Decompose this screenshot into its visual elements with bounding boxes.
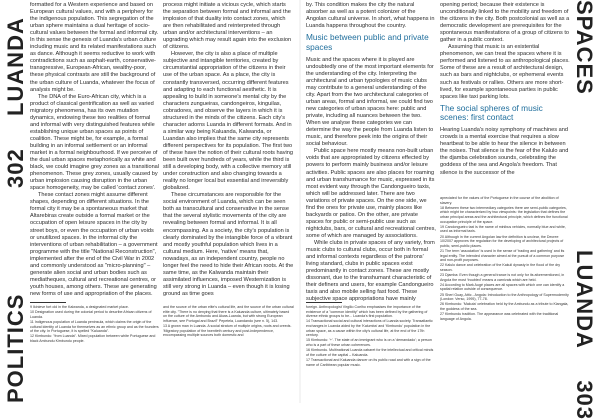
left-footnotes-1 xyxy=(30,302,160,402)
page-number-right-wrap xyxy=(571,250,597,420)
section-heading: Music between public and private spaces xyxy=(306,32,429,52)
section-label-left: POLITICS xyxy=(3,293,28,403)
paragraph: Assuming that music is an existential phenomenon, we can treat the spaces where it is performed and listened to as anthropological places. Some of these are a result of architectural design, such as bars and nightclubs, or ephemeral events such as festivals or rallies. Others are more short-lived, for example spontaneous parties in public spaces like taxi parking lots. xyxy=(440,44,570,100)
paragraph: process might initiate a vicious cycle, which starts the separation between formal and informal and the implosion of that duality into contact zones, which are then rehabilitated and reinterpreted through urban and/or architectural interventions – an upgrading which may result again into the exclusion of citizens. xyxy=(163,2,292,51)
footnote: 22 Kalulo dance and celebration of the Kakuli dynasty in the flood of the dry season. xyxy=(440,263,561,272)
left-footnotes-2 xyxy=(163,302,294,402)
footnote: 23 Djamba: Even though a general trance is not only for its aforementioned, in Angola the most 'troubled' means a carnivals which are held. xyxy=(440,273,565,282)
footnote: 27 Kimbundu tradition. The appearance was celebrated with the traditional language of Angola. xyxy=(440,312,559,321)
footnote: 13 A grown man in Luanda. A social stratum of multiple origins, roots and creeds. 'Migratory population of the twentieth century and post-independence, encompassing multiple sources both domestic and xyxy=(163,323,292,338)
right-footnotes-1 xyxy=(306,302,436,402)
right-page-column-2 xyxy=(440,2,570,192)
running-title-text-left: LUANDA xyxy=(3,17,28,117)
footnote: 21 The term 'association' is used in the sense of 'trading and gathering' and its legal entity. The intended character aimed at the pursuit of a common purpose and non-profit purposes. xyxy=(440,248,565,263)
footnote-rule xyxy=(306,302,342,303)
book-gutter xyxy=(299,0,301,403)
paragraph: The DNA of the Euro-African city, which is a product of classical gentrification as well as varied migratory phenomena, has its own mutation dynamics, endowing these two realities of formal and informal with very distinguished features while establishing unique urban spaces as points of coalition. These might be, for example, a formal building in an informal settlement or an informal market in a formal neighbourhood. If we perceive of the dual urban spaces metaphorically as white and black, we could imagine grey zones as a transitional phenomenon. These grey zones, usually caused by urban implosion causing disruption in the urban space homogeneity, may be called 'contact zones'. xyxy=(30,93,160,192)
footnote: 10 Designation used during the colonial period to describe African citizens of Luanda. xyxy=(30,310,152,319)
footnote: foreign. Anthropologist Virgilio Coelho emphasises the importance of the existence of a "common identity" which has been defined by the gathering of diverse ethnic groups to be... Luanda's first population. xyxy=(306,305,428,319)
paragraph: Public space here mostly means non-built urban voids that are appropriated by citizens effected by powers to perform mainly business and/or leisure activities. Public spaces are also places for roaming and urban transhumance for music, expressed in its most evident way through the Candongueiro taxis, which will be addressed later. There are two variations of private spaces. On the one side, we find the ones for private use, mainly places like backyards or patios. On the other, are private spaces for public or semi-public use such as nightclubs, bars, or cultural and recreational centres, some of which are managed by associations. xyxy=(306,148,436,239)
left-page-column-2 xyxy=(163,2,294,298)
paragraph: formatted for a Western experience and based on European cultural values, and with a periphery for the indigenous population. This segregation of the urban sphere maintains a dual heritage of socio-cultural values between the formal and informal city. In this sense the genesis of Luanda's urban culture including music and its related manifestations such as dance. Although it seems reductive to work with contradictions such as asphalt-earth, conservative-transgressive, European-African, wealthy-poor, these physical contrasts are still the background of the urban culture of Luanda, whatever the focus of analysis might be. xyxy=(30,2,159,93)
footnote: 19 Candongueiro taxi is the name of minibus vehicles, normally blue and white, used as informal taxis. xyxy=(440,224,566,234)
paragraph: These circumstances are responsible for the social environment of Luanda, which can be seen both as transcultural and conservative in the sense that the several stylistic movements of the city are revealing between formal and informal. It is all encompassing. As a society, the city's population is clearly dominated by the intangible force of a vibrant and mostly youthful population which lives in a cultural medium. Here, 'native' means that, nowadays, as an independent country, people no longer feel the need to hide their African roots. At the same time, as the Kalwanda maintain their assimilated influences, imposed Westernization is still very strong in Luanda – even though it is losing ground as time goes xyxy=(163,192,294,297)
paragraph: Music and the spaces where it is played are undoubtedly one of the most important elements for the understanding of the city. Interpreting the architectural and urban typologies of music clubs may contribute to a general understanding of the city. Apart from the two architectural categories of urban areas, formal and informal, we could find two new categories of urban spaces here: public and private, including all nuances between the two. When we analyse these categories we can determine the way the people from Luanda listen to music, and therefore peek into the origins of their social behaviour. xyxy=(306,56,434,148)
running-title-text-right: SPACES xyxy=(572,0,597,95)
paragraph: opening period; because their existence is unconditionally linked to the mobility and freedom of the citizens in the city. Both postcolonial as well as a democratic development are prerequisites for the spontaneous manifestations of a group of citizens to gather in a public context. xyxy=(440,2,570,44)
running-title-left xyxy=(3,17,29,188)
footnote: 20 Although in the current Angolan law the definition is unclear, the Decree 10/2007 approves the regulation for the developing of architectural projects of public, semi-public places. xyxy=(440,234,564,248)
footnote: 12 Kimbundu: "from Luanda". Mixed population between white Portuguese and black Ambundu Kimbundu people. xyxy=(30,334,156,343)
footnote: 25 Sheri Guay, Attic - Angola: Introduction to the Anthropology of Supermodernity (London: Verso, 1995), 77-78. xyxy=(440,292,569,302)
footnote: apreciated for the values of the Portuguese in the course of the abolition of slavery. xyxy=(440,196,559,205)
footnote: and the source of the urban elite's cultural life, and the source of the urban cultural elite city. "There is no denying that there is a Kaluanda culture, ultimately based on the culture of the Ambundu and Akwa-Luanda, but with strong European influence, see Portugal and Brazil" Pepetela, Luandando (see n. 5), 143. xyxy=(163,305,294,323)
running-title-right xyxy=(571,0,597,95)
paragraph: These contact zones might assume different shapes, depending on different situations. In the formal city it may be a spontaneous market that Altarebiras create outside a formal market or the occupation of open leisure spaces in the city by street boys, or even the occupation of urban voids or unutilized spaces. In the informal city the interventions of urban rehabilitation – a government programme with the title "National Reconstruction", implemented after the end of the Civil War in 2002 and commonly understood as "micro-planning" – generate alien social and urban bodies such as mediatheques, cultural and recreational centres, or youth houses, among others. These are generating new forms of use and appropriation of the places. xyxy=(30,192,158,297)
footnote: 15 Kimbundu: '+'. The state of an immigrant who is on a 'demandado'; a person who is a part of these urban coherences. xyxy=(306,338,432,347)
paragraph: Hearing Luanda's noisy symphony of machines and crowds is a mental exercise that requires a slow heartbeat to be able to hear the silence in between the noises. That silence is the fear of the Kalulo and the djamba celebration sounds, celebrating the goddess of the sea and Angola's freedom. That silence is the successor of the xyxy=(440,127,569,176)
paragraph: by. This condition makes the city the natural absorber as well as a potent colonizer of the Angolan cultural universe. In short, what happens in Luanda happens throughout the country. xyxy=(306,2,435,30)
page-number-right: 303 xyxy=(572,380,597,420)
footnote: 16 Kimbundu. Multinational Luanda cabaret for the intellectual and critical minds of the culture of the capital – Kaluanda. xyxy=(306,348,434,357)
footnote: 26 Kimbundu: 'Makuta' celebration held by the Ambundu as a tribute to Kiangala, the goddess of the sea. xyxy=(440,302,569,311)
left-page-column-1 xyxy=(30,2,160,298)
footnote-rule xyxy=(30,302,66,303)
section-heading: The social spheres of music scenes: first contact xyxy=(440,102,543,123)
footnote: 24 According to Mark Augé places are all spaces with which one can identify a spatial relation outside of consequence. xyxy=(440,282,565,292)
right-footnotes-2 xyxy=(440,196,570,402)
footnote: 18 Between these two intermediary categories there are semi-public categories, which might be characterized by two viewpoints: the legislation that defines the urban principal areas and the architectural principle, which defines the functional occupation principle of the space. xyxy=(440,205,568,224)
paragraph: However, the city is also a place of multiple subjective and intangible territories, created by circumstantial appropriation of the citizens in their use of the urban space. As a place, the city is constantly transversed, occurring different features and adapting to each functional aesthetic. It is appealing to build in someone's mental city by the characters zungueiras, candongeiros, kinguilas, cobradores, and observe the layers in which it is structured in the minds of the citizens. Each city's character adorns Luanda in different formats. And in a similar way being Kaluanda, Kalwanda, or Luandan also implies that the same city represents different perspectives for its population. The first two of these have the notion of their cultural roots having been built over hundreds of years, while the third is still a developing body, with a collective memory still under construction and also changing towards a reality no longer local but essential and irreversibly globalized. xyxy=(163,51,293,192)
paragraph: While clubs in private spaces of any variety, from music clubs to cultural clubs, occur both in formal and informal contexts regardless of the patrons' living standard, clubs in public spaces exist predominantly in contact zones. These are mostly dissonant, due to the transhumant characteristic of their definers and users, for example Candongueiro taxis and also mobile selling fast food. These subjective space appropriations have mainly xyxy=(306,240,435,302)
running-title-text-right-2: LUANDA xyxy=(572,250,597,349)
footnote: 17 Transactional and Kaluanda dancer on its public road and with a sign of the name of Caribbean popular music. xyxy=(306,357,431,367)
footnote: 14 Transactional social and cultural interactions of Luanda society. Transatlantic exchanges in Luanda aided by the 'Kalumba' and 'Kimbundu' population in the urban space, as a cause within the city's cultural life, at the end of the 17th century. xyxy=(306,319,433,338)
footnote: 9 Ikinieve fort old in the Kalwanda, a designated market place. xyxy=(30,305,129,309)
page-number-left: 302 xyxy=(3,148,28,188)
right-page-column-1 xyxy=(306,2,436,302)
footnote: 11 Indigenous population of Luanda peninsula, which claims the origin of the cultural identity of Luanda for themselves as an ethnic group and as the founders of the city. In Portuguese, it is spelled "Kaluanda". xyxy=(30,319,159,334)
